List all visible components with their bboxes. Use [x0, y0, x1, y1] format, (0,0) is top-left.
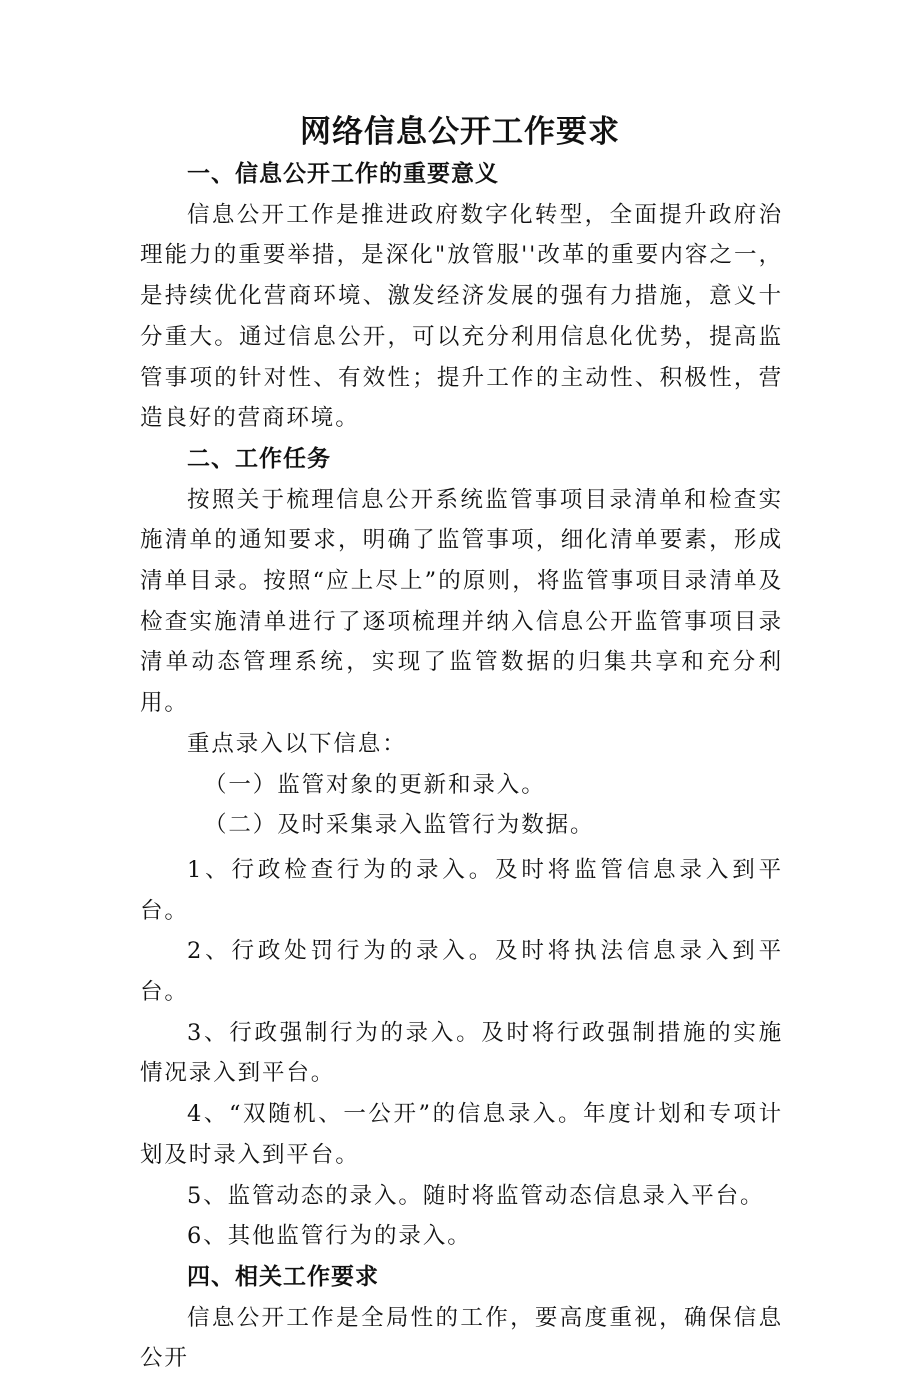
document-body [140, 154, 783, 1379]
paragraph-tasks: 按照关于梳理信息公开系统监管事项目录清单和检查实施清单的通知要求，明确了监管事项，细化清单要素，形成清单目录。按照“应上尽上”的原则，将监管事项目录清单及检查实施清单进行了逐项梳理并纳入信息公开监管事项目录清单动态管理系统，实现了监管数据的归集共享和充分利用。 [140, 486, 783, 717]
list-item-5: 5、监管动态的录入。随时将监管动态信息录入平台。 [187, 1182, 765, 1209]
list-item-1: 1、行政检查行为的录入。及时将监管信息录入到平台。 [140, 856, 783, 924]
paragraph-key-entries: 重点录入以下信息： [187, 730, 407, 757]
section-heading-significance: 一、信息公开工作的重要意义 [187, 161, 499, 187]
section-heading-tasks: 二、工作任务 [187, 445, 331, 472]
paragraph-requirements: 信息公开工作是全局性的工作，要高度重视，确保信息公开 [140, 1304, 783, 1372]
sub-item-2: （二）及时采集录入监管行为数据。 [204, 812, 595, 839]
list-item-6: 6、其他监管行为的录入。 [187, 1223, 472, 1250]
list-item-4: 4、“双随机、一公开”的信息录入。年度计划和专项计划及时录入到平台。 [140, 1101, 783, 1168]
section-heading-requirements: 四、相关工作要求 [187, 1263, 379, 1290]
list-item-3: 3、行政强制行为的录入。及时将行政强制措施的实施情况录入到平台。 [140, 1019, 783, 1087]
document-title: 网络信息公开工作要求 [300, 114, 620, 150]
list-item-2: 2、行政处罚行为的录入。及时将执法信息录入到平台。 [140, 938, 783, 1006]
paragraph-significance: 信息公开工作是推进政府数字化转型，全面提升政府治理能力的重要举措，是深化"放管服''改革的重要内容之一，是持续优化营商环境、激发经济发展的强有力措施，意义十分重大。通过信息公开，可以充分利用信息化优势，提高监管事项的针对性、有效性；提升工作的主动性、积极性，营造良好的营商环境。 [140, 201, 783, 432]
sub-item-1: （一）监管对象的更新和录入。 [204, 771, 546, 798]
